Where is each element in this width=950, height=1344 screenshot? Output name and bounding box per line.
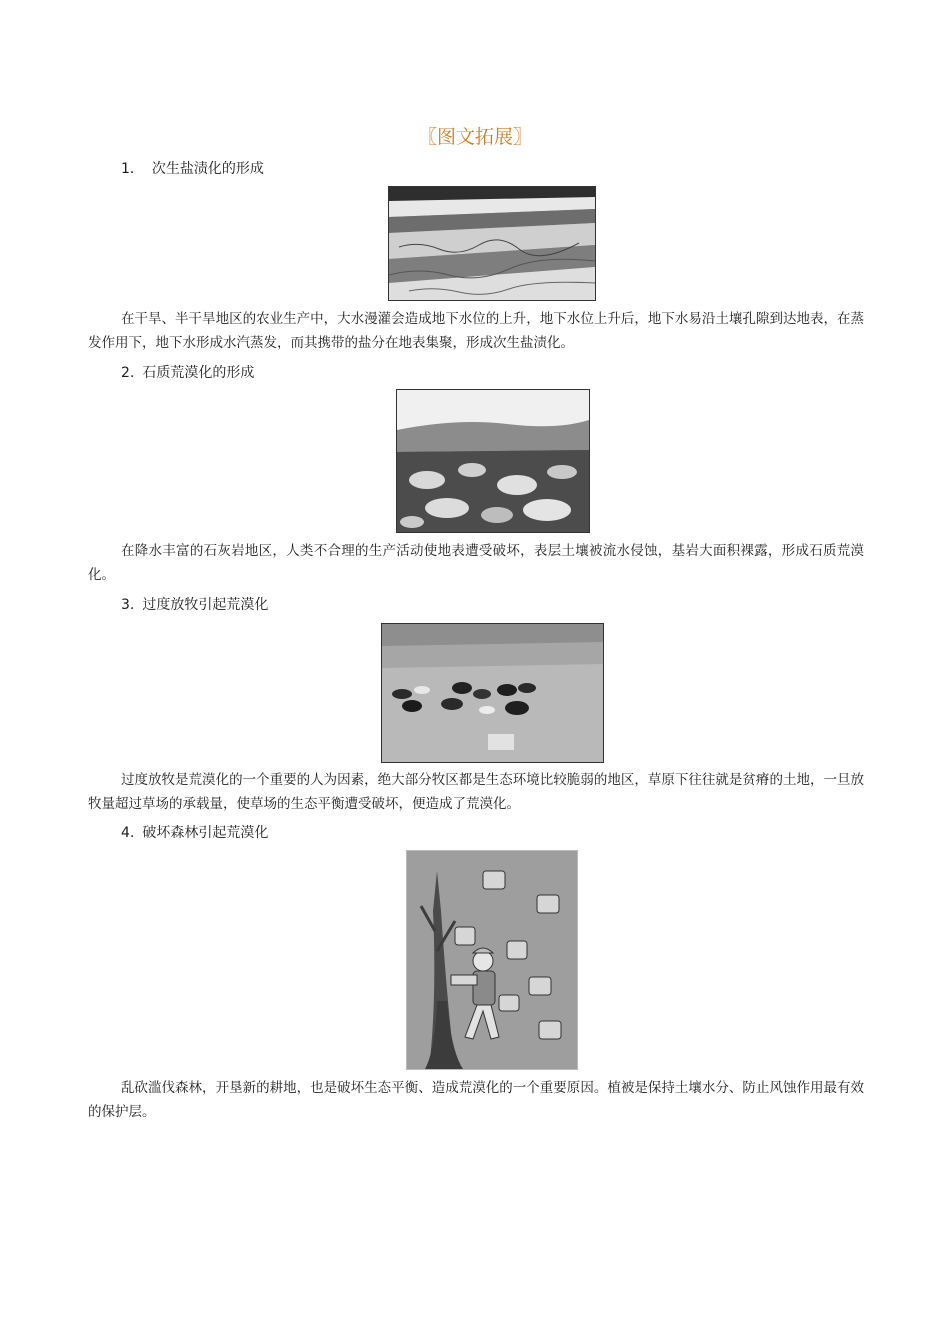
logging-illustration xyxy=(406,850,578,1070)
section-4-text: 乱砍滥伐森林，开垦新的耕地，也是破坏生态平衡、造成荒漠化的一个重要原因。植被是保持土壤水分、防止风蚀作用最有效的保护层。 xyxy=(88,1080,864,1120)
page-title: 〖图文拓展〗 xyxy=(417,126,532,148)
section-3-text: 过度放牧是荒漠化的一个重要的人为因素，绝大部分牧区都是生态环境比较脆弱的地区，草原下往往就是贫瘠的土地，一旦放牧量超过草场的承载量，使草场的生态平衡遭受破坏，便造成了荒漠化。 xyxy=(88,772,864,812)
section-3-heading xyxy=(121,594,268,614)
section-number: 4. xyxy=(121,825,135,841)
section-number: 2. xyxy=(121,365,135,381)
section-1-heading xyxy=(121,158,264,178)
section-title: 石质荒漠化的形成 xyxy=(142,365,255,381)
section-title: 破坏森林引起荒漠化 xyxy=(142,825,269,841)
section-number: 1． xyxy=(121,161,144,177)
section-1-text: 在干旱、半干旱地区的农业生产中，大水漫灌会造成地下水位的上升，地下水位上升后，地下水易沿土壤孔隙到达地表，在蒸发作用下，地下水形成水汽蒸发，而其携带的盐分在地表集聚，形成次生盐渍化。 xyxy=(88,311,864,351)
section-number: 3. xyxy=(121,597,135,613)
section-2-heading xyxy=(121,362,254,382)
section-2-text: 在降水丰富的石灰岩地区，人类不合理的生产活动使地表遭受破坏，表层土壤被流水侵蚀，基岩大面积裸露，形成石质荒漠化。 xyxy=(88,543,864,583)
section-title: 次生盐渍化的形成 xyxy=(151,161,264,177)
section-4-heading xyxy=(121,822,268,842)
salinized-farmland-photo xyxy=(388,186,596,301)
overgrazing-yaks-photo xyxy=(381,623,604,763)
rocky-desertification-photo xyxy=(396,389,590,533)
section-title: 过度放牧引起荒漠化 xyxy=(142,597,269,613)
